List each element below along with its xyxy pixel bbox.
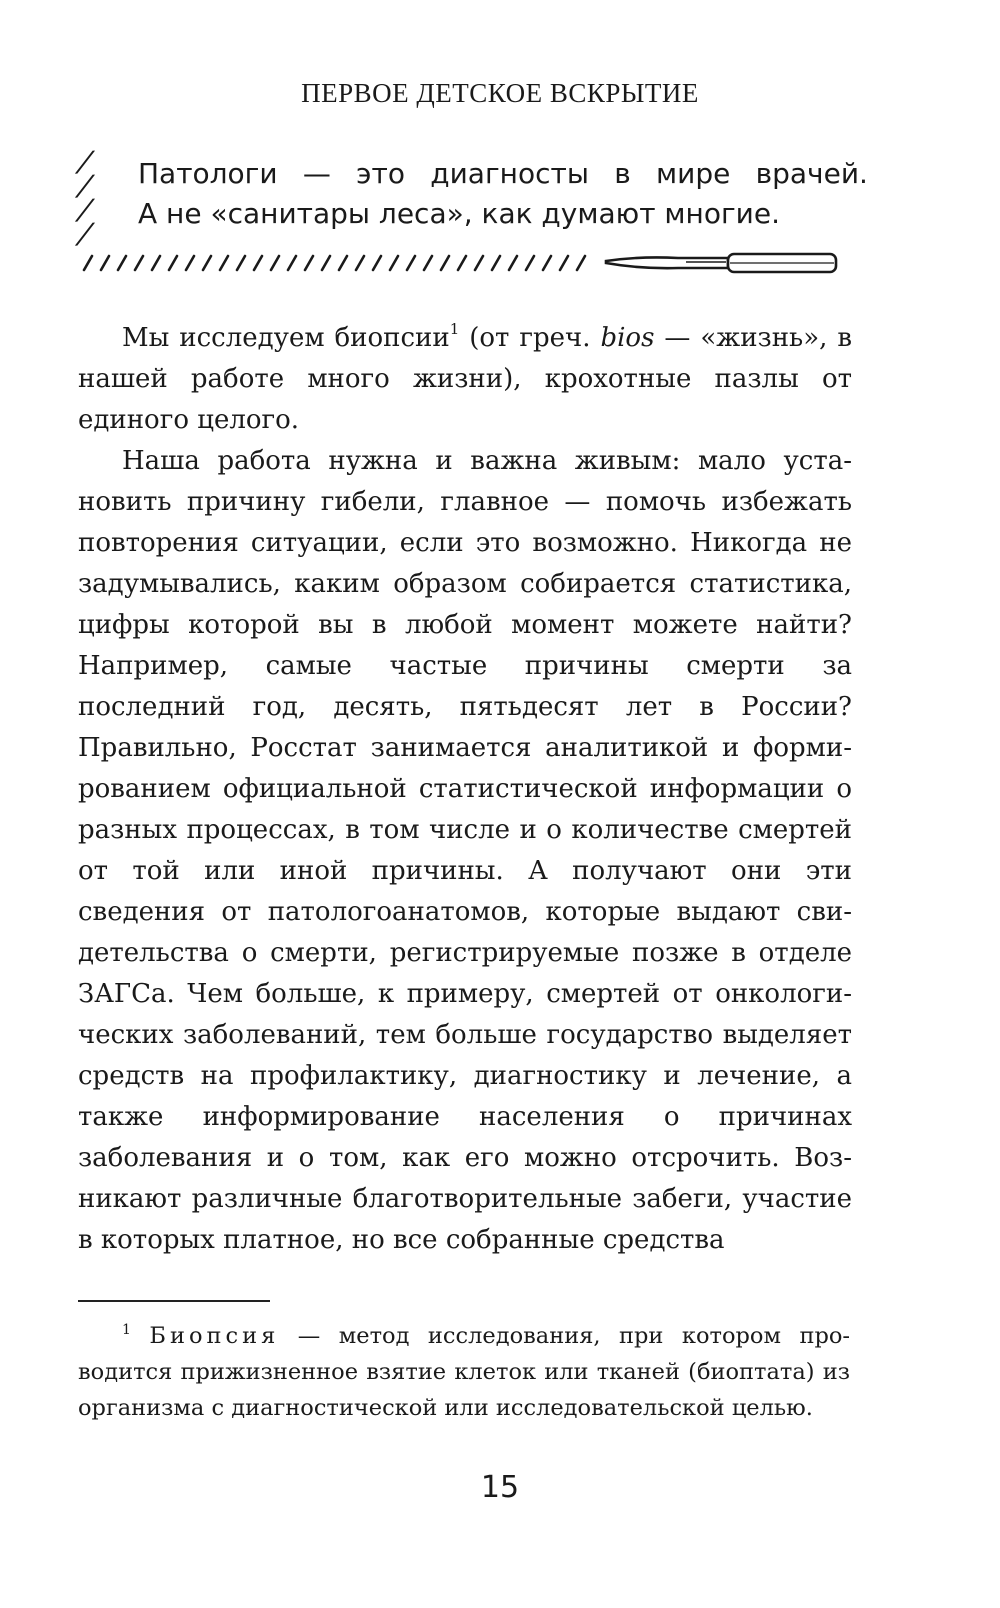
hatch-stroke xyxy=(458,256,466,270)
epigraph-word: в xyxy=(614,157,631,190)
hatch-divider xyxy=(80,242,880,282)
hatch-stroke xyxy=(152,256,160,270)
footnote-text: — метод исследования, при котором проводится прижизненное взятие клеток или тканей (биоптата) из организма с диагностической или исследовательской целью. xyxy=(78,1323,851,1421)
hatch-stroke xyxy=(407,256,415,270)
paragraph-1-mid: (от греч. xyxy=(459,323,601,353)
hatch-stroke xyxy=(169,256,177,270)
hatch-stroke xyxy=(475,256,483,270)
hatch-stroke xyxy=(118,256,126,270)
hatch-stroke xyxy=(237,256,245,270)
hatch-stroke xyxy=(390,256,398,270)
hatch-stroke xyxy=(492,256,500,270)
hatch-stroke xyxy=(560,256,568,270)
hatch-stroke xyxy=(203,256,211,270)
epigraph-word: — xyxy=(302,157,331,190)
hatch-stroke xyxy=(322,256,330,270)
hatch-stroke xyxy=(373,256,381,270)
footnote-marker: 1 xyxy=(122,1322,131,1338)
hatch-stroke xyxy=(339,256,347,270)
hatch-stroke xyxy=(254,256,262,270)
epigraph-slash-marks: / / / / xyxy=(75,145,94,250)
hatch-stroke xyxy=(220,256,228,270)
hatch-stroke xyxy=(577,256,585,270)
epigraph-line-1 xyxy=(138,154,868,194)
hatch-stroke xyxy=(186,256,194,270)
epigraph-block xyxy=(75,145,880,280)
paragraph-1-start: Мы исследуем биопсии xyxy=(122,323,450,353)
hatch-stroke xyxy=(305,256,313,270)
hatch-stroke xyxy=(135,256,143,270)
footnote-divider xyxy=(78,1300,270,1302)
hatch-stroke xyxy=(288,256,296,270)
paragraph-2: Наша работа нужна и важна живым: мало установить причину гибели, главное — помочь избежать повторения ситуации, если это возможно. Никогда не задумывались, каким образом собирается статистика, цифры которой вы в любой момент можете найти? Например, самые частые причины смерти за последний год, десять, пятьдесят лет в России? Правильно, Росстат занимается аналитикой и формированием официальной статистической информации о разных процессах, в том числе и о количестве смертей от той или иной причины. А получают они эти сведения от патологоанатомов, которые выдают свидетельства о смерти, регистрируемые позже в отделе ЗАГСа. Чем больше, к примеру, смертей от онкологических заболеваний, тем больше государство выделяет средств на профилактику, диагностику и лечение, а также информирование населения о причинах заболевания и о том, как его можно отсрочить. Возникают различные благотворительные забеги, участие в которых платное, но все собранные средства xyxy=(78,446,852,1255)
paragraph-1-end: — «жизнь», в нашей работе много жизни), крохотные пазлы от единого целого. xyxy=(78,323,852,435)
main-text xyxy=(78,318,852,1261)
paragraph-1 xyxy=(78,318,852,441)
footnote-ref: 1 xyxy=(449,320,460,338)
hatch-stroke xyxy=(84,256,92,270)
epigraph-word: это xyxy=(356,157,405,190)
hatch-stroke xyxy=(543,256,551,270)
hatch-stroke xyxy=(356,256,364,270)
epigraph-word: диагносты xyxy=(430,157,589,190)
epigraph-word: Патологи xyxy=(138,157,278,190)
hatch-stroke xyxy=(101,256,109,270)
footnote-term: Биопсия xyxy=(149,1323,280,1349)
epigraph-line-2: А не «санитары леса», как думают многие. xyxy=(138,197,781,230)
epigraph-word: врачей. xyxy=(755,157,868,190)
hatch-stroke xyxy=(271,256,279,270)
scalpel-icon xyxy=(606,254,836,272)
epigraph-text xyxy=(138,154,868,234)
running-head: ПЕРВОЕ ДЕТСКОЕ ВСКРЫТИЕ xyxy=(301,78,699,108)
hatch-stroke xyxy=(526,256,534,270)
footnote xyxy=(78,1318,850,1426)
greek-term: bios xyxy=(600,323,655,353)
page-number: 15 xyxy=(480,1470,520,1505)
hatch-stroke xyxy=(424,256,432,270)
hatch-stroke xyxy=(509,256,517,270)
epigraph-word: мире xyxy=(656,157,731,190)
hatch-stroke xyxy=(441,256,449,270)
